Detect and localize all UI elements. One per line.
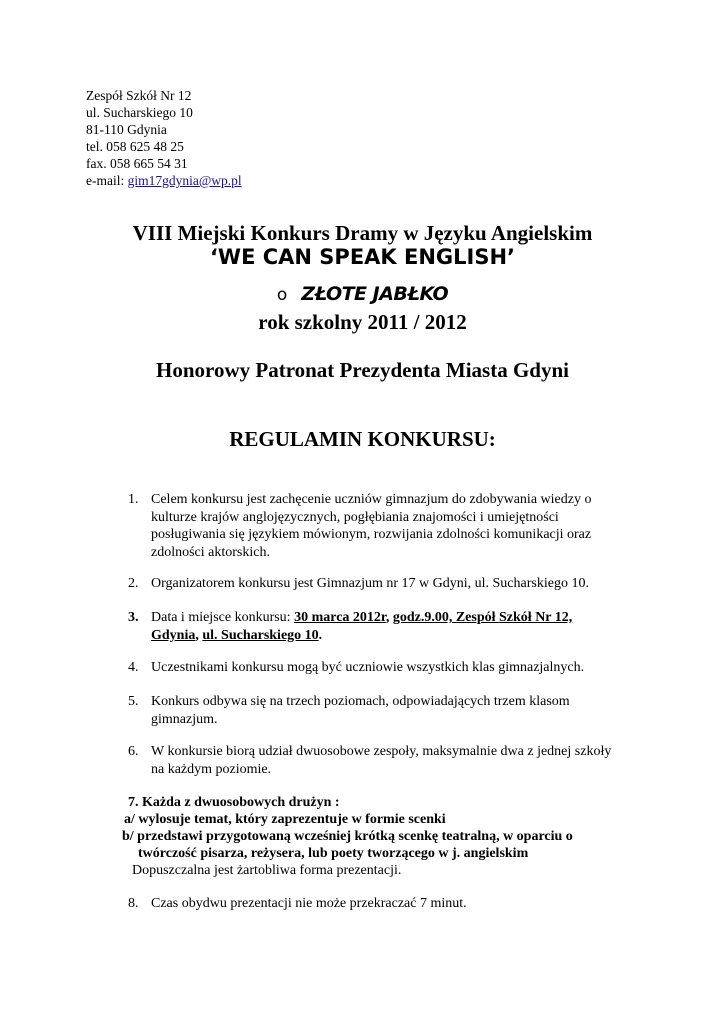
rule-text-line: Uczestnikami konkursu mogą być uczniowie wszystkich klas gimnazjalnych. (151, 660, 585, 675)
rule-text-line: Celem konkursu jest zachęcenie uczniów gimnazjum do zdobywania wiedzy o (151, 492, 592, 507)
rule-1 (128, 491, 648, 561)
rule-7-point-b-continued: twórczość pisarza, reżysera, lub poety tworzącego w j. angielskim (138, 846, 529, 861)
rule-text-line: posługiwania się językiem mówionym, rozwijania zdolności komunikacji oraz (151, 527, 592, 542)
rule-text-line: zdolności aktorskich. (151, 544, 270, 560)
rule-number: 4. (128, 660, 139, 675)
email-label: e-mail: (86, 173, 125, 188)
rules-heading: REGULAMIN KONKURSU: (229, 427, 496, 451)
prize-name: ZŁOTE JABŁKO (301, 283, 449, 305)
rule-number: 2. (128, 576, 139, 591)
rule-text-line (151, 609, 648, 627)
rule-number: 3. (128, 610, 139, 625)
email-link[interactable]: gim17gdynia@wp.pl (127, 173, 242, 188)
school-city: 81-110 Gdynia (86, 122, 167, 137)
school-name: Zespół Szkół Nr 12 (86, 88, 192, 103)
comma: , (385, 610, 390, 625)
rule-7-point-b: b/ przedstawi przygotowaną wcześniej krótką scenkę teatralną, w oparciu o (122, 829, 573, 844)
school-address-block (86, 87, 242, 189)
rule-text-line: gimnazjum. (151, 711, 218, 727)
school-phone: tel. 058 625 48 25 (86, 139, 184, 154)
contest-subtitle: ‘WE CAN SPEAK ENGLISH’ (209, 245, 516, 269)
rule-text-line: kulturze krajów anglojęzycznych, pogłębiania znajomości i umiejętności (151, 509, 559, 525)
school-fax: fax. 058 665 54 31 (86, 156, 188, 171)
rule-number: 6. (128, 744, 139, 759)
prize-line (0, 281, 725, 306)
rule-number: 8. (128, 896, 139, 911)
rule-number: 1. (128, 492, 139, 507)
rule-text-line: na każdym poziomie. (151, 761, 272, 777)
school-email-line (86, 172, 242, 189)
rule-2 (128, 575, 648, 593)
school-year: rok szkolny 2011 / 2012 (258, 310, 467, 334)
contest-date: 30 marca 2012r (294, 610, 386, 625)
rule-3 (128, 609, 648, 644)
rule-text-line (151, 627, 648, 645)
rule-text-line: Czas obydwu prezentacji nie może przekraczać 7 minut. (151, 896, 467, 911)
school-street: ul. Sucharskiego 10 (86, 105, 193, 120)
contest-street: ul. Sucharskiego 10 (202, 627, 319, 643)
period: . (318, 627, 323, 643)
patronage-heading: Honorowy Patronat Prezydenta Miasta Gdyni (156, 358, 569, 382)
date-place-label: Data i miejsce konkursu: (151, 610, 291, 625)
comma: , (195, 627, 199, 643)
contest-time-venue: godz.9.00, Zespół Szkół Nr 12, (392, 610, 573, 625)
contest-city: Gdynia (151, 627, 196, 643)
rule-number: 5. (128, 694, 139, 709)
rule-7-note: Dopuszczalna jest żartobliwa forma prezentacji. (132, 863, 402, 878)
rule-8 (128, 895, 648, 913)
rule-7-heading: 7. Każda z dwuosobowych drużyn : (128, 795, 340, 810)
rule-7-point-a: a/ wylosuje temat, który zaprezentuje w formie scenki (124, 812, 446, 827)
rule-text-line: Konkurs odbywa się na trzech poziomach, odpowiadających trzem klasom (151, 694, 570, 709)
rule-5 (128, 693, 648, 728)
rule-text-line: W konkursie biorą udział dwuosobowe zespoły, maksymalnie dwa z jednej szkoły (151, 744, 612, 759)
rule-6 (128, 743, 648, 778)
contest-title: VIII Miejski Konkurs Dramy w Języku Angielskim (132, 221, 593, 245)
bullet-marker: o (276, 285, 288, 305)
rule-text-line: Organizatorem konkursu jest Gimnazjum nr 17 w Gdyni, ul. Sucharskiego 10. (151, 576, 589, 591)
rule-4 (128, 659, 648, 677)
